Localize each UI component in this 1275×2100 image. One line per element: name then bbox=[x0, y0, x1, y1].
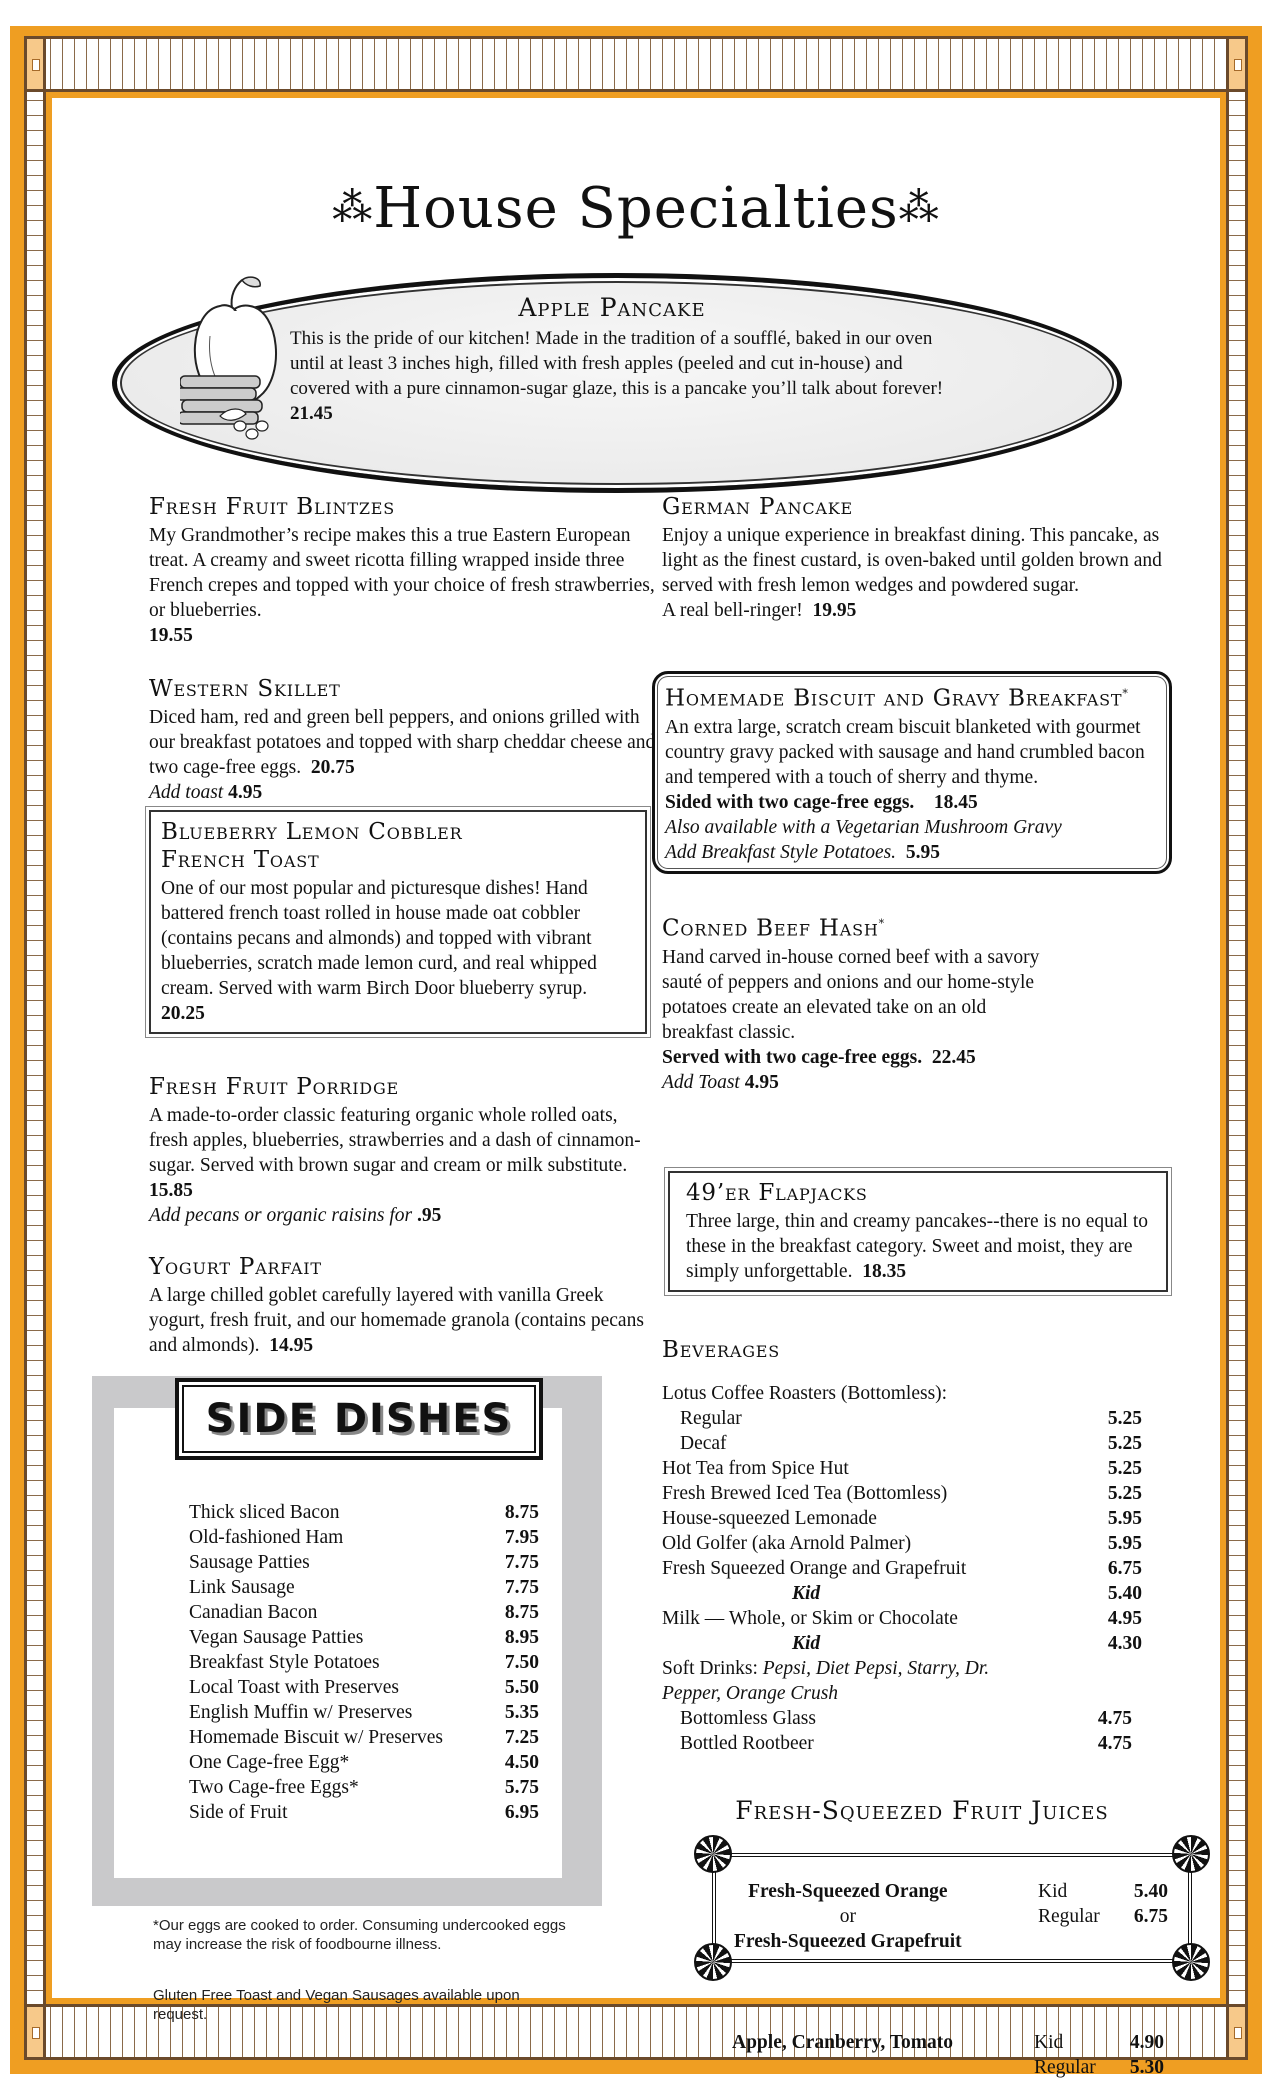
item-note: Also available with a Vegetarian Mushroom Gravy bbox=[665, 816, 1062, 838]
beverage-name: Hot Tea from Spice Hut bbox=[662, 1458, 849, 1479]
menu-item-western-skillet bbox=[149, 675, 659, 805]
beverage-name: Kid bbox=[792, 1583, 821, 1604]
side-dish-price: 5.75 bbox=[504, 1777, 539, 1798]
side-dish-row bbox=[189, 1800, 539, 1825]
item-price: 14.95 bbox=[269, 1335, 314, 1356]
featured-item-name: Apple Pancake bbox=[518, 293, 706, 322]
beverage-row bbox=[662, 1531, 1142, 1556]
menu-item-corned-beef-hash bbox=[662, 910, 1182, 1095]
beverage-price: 4.75 bbox=[1097, 1708, 1132, 1729]
item-name-text: Corned Beef Hash bbox=[662, 915, 879, 942]
item-addon bbox=[665, 840, 1159, 865]
beverage-row bbox=[662, 1506, 1142, 1531]
beverage-name: Kid bbox=[792, 1633, 821, 1654]
beverage-name: Fresh Squeezed Orange and Grapefruit bbox=[662, 1558, 967, 1579]
asterisk: * bbox=[878, 917, 885, 930]
item-description: Hand carved in-house corned beef with a savory sauté of peppers and onions and our home-style potatoes create an elevated take on an old breakfast classic. bbox=[662, 946, 1040, 1043]
item-description-text: Diced ham, red and green bell peppers, and onions grilled with our breakfast potatoes and topped with sharp cheddar cheese and two cage-free eggs. bbox=[149, 707, 656, 778]
item-price: 18.35 bbox=[862, 1261, 907, 1282]
flourish-left-icon: ⁂ bbox=[332, 185, 374, 231]
citrus-slice-icon bbox=[694, 1835, 732, 1873]
frame-top-band bbox=[24, 36, 1248, 92]
item-description: Enjoy a unique experience in breakfast dining. This pancake, as light as the finest custard, is oven-baked until golden brown and served with fresh lemon wedges and powdered sugar. bbox=[662, 525, 1162, 596]
item-description-text: Three large, thin and creamy pancakes--there is no equal to these in the breakfast category. Sweet and moist, they are simply unforgettable. bbox=[686, 1211, 1149, 1282]
size-price: 4.90 bbox=[1129, 2032, 1164, 2053]
size-price: 5.40 bbox=[1133, 1881, 1168, 1902]
side-dish-name: Thick sliced Bacon bbox=[189, 1502, 340, 1523]
addon-price: 4.95 bbox=[228, 782, 263, 803]
item-description: An extra large, scratch cream biscuit blanketed with gourmet country gravy packed with sausage and hand crumbled bacon and tempered with a touch of sherry and thyme. bbox=[665, 716, 1145, 788]
side-dish-name: Old-fashioned Ham bbox=[189, 1527, 344, 1548]
item-name: Fresh Fruit Porridge bbox=[149, 1074, 399, 1100]
beverage-name: Decaf bbox=[680, 1433, 727, 1454]
item-addon bbox=[149, 1203, 659, 1228]
addon-price: .95 bbox=[416, 1205, 442, 1226]
beverages-section bbox=[662, 1338, 1182, 1756]
beverage-name: Bottomless Glass bbox=[680, 1708, 816, 1729]
side-dish-row bbox=[189, 1725, 539, 1750]
item-description bbox=[686, 1209, 1156, 1284]
featured-item-description bbox=[290, 326, 950, 426]
item-price: 15.85 bbox=[149, 1180, 193, 1201]
beverage-price: 5.25 bbox=[1107, 1433, 1142, 1454]
menu-item-blueberry-french-toast bbox=[149, 810, 647, 1034]
citrus-slice-icon bbox=[1172, 1835, 1210, 1873]
addon-label: Add toast bbox=[149, 782, 224, 803]
beverage-name: Old Golfer (aka Arnold Palmer) bbox=[662, 1533, 912, 1554]
beverage-name: Milk — Whole, or Skim or Chocolate bbox=[662, 1608, 958, 1629]
beverage-price: 5.95 bbox=[1107, 1533, 1142, 1554]
beverage-row bbox=[662, 1556, 1142, 1581]
addon-price: 5.95 bbox=[905, 841, 940, 863]
menu-page bbox=[52, 98, 1220, 2078]
beverage-row bbox=[662, 1631, 1142, 1656]
side-dish-name: Link Sausage bbox=[189, 1577, 295, 1598]
side-dish-name: English Muffin w/ Preserves bbox=[189, 1702, 413, 1723]
addon-price: 4.95 bbox=[744, 1071, 779, 1093]
item-bold-line bbox=[665, 790, 1159, 815]
side-dish-row bbox=[189, 1750, 539, 1775]
featured-item-price: 21.45 bbox=[290, 403, 333, 424]
item-description-text: A large chilled goblet carefully layered with vanilla Greek yogurt, fresh fruit, and our homemade granola (contains pecans and almonds). bbox=[149, 1285, 644, 1356]
beverage-name: Bottled Rootbeer bbox=[680, 1733, 814, 1754]
side-dishes-title: SIDE DISHES bbox=[175, 1378, 543, 1460]
item-name: Yogurt Parfait bbox=[149, 1254, 322, 1280]
citrus-slice-icon bbox=[694, 1943, 732, 1981]
bold-line-text: Sided with two cage-free eggs. bbox=[665, 791, 915, 813]
juice-size-row bbox=[1038, 1904, 1168, 1929]
item-price: 22.45 bbox=[931, 1046, 976, 1068]
menu-item-blintzes bbox=[149, 493, 659, 648]
citrus-juice-prices bbox=[1038, 1879, 1168, 1929]
side-dish-row bbox=[189, 1550, 539, 1575]
side-dish-row bbox=[189, 1775, 539, 1800]
item-price: 18.45 bbox=[933, 791, 978, 813]
side-dish-row bbox=[189, 1575, 539, 1600]
stained-glass-corner-icon bbox=[24, 2004, 46, 2060]
beverage-price: 5.40 bbox=[1107, 1583, 1142, 1604]
juice-name-grapefruit: Fresh-Squeezed Grapefruit bbox=[734, 1931, 962, 1952]
side-dish-price: 8.75 bbox=[504, 1502, 539, 1523]
dietary-note: Gluten Free Toast and Vegan Sausages available upon request. bbox=[153, 1987, 520, 2023]
side-dish-row bbox=[189, 1700, 539, 1725]
item-name: Western Skillet bbox=[149, 676, 341, 702]
addon-label: Add Toast bbox=[662, 1071, 740, 1093]
frame-left-band bbox=[24, 88, 46, 2008]
citrus-juice-names bbox=[734, 1879, 962, 1954]
item-name bbox=[665, 680, 1159, 713]
item-description bbox=[149, 1103, 659, 1203]
menu-item-biscuit-gravy bbox=[652, 671, 1172, 874]
soft-drinks-line bbox=[662, 1656, 1002, 1706]
side-dish-price: 8.95 bbox=[504, 1627, 539, 1648]
beverage-row bbox=[662, 1406, 1142, 1431]
beverages-list bbox=[662, 1381, 1142, 1756]
side-dish-row bbox=[189, 1600, 539, 1625]
page-title-text: House Specialties bbox=[373, 176, 899, 241]
beverage-row bbox=[662, 1606, 1142, 1631]
menu-item-flapjacks bbox=[668, 1171, 1168, 1292]
juice-size-row bbox=[1034, 2055, 1164, 2080]
side-dish-price: 7.25 bbox=[504, 1727, 539, 1748]
side-dish-price: 7.50 bbox=[504, 1652, 539, 1673]
menu-item-fruit-porridge bbox=[149, 1073, 659, 1228]
item-description bbox=[149, 705, 659, 780]
other-juice-names: Apple, Cranberry, Tomato bbox=[732, 2032, 954, 2053]
side-dish-name: Two Cage-free Eggs* bbox=[189, 1777, 359, 1798]
item-name: 49’er Flapjacks bbox=[686, 1180, 868, 1206]
item-addon bbox=[662, 1070, 1182, 1095]
juice-size-row bbox=[1038, 1879, 1168, 1904]
apple-cinnamon-icon bbox=[180, 266, 300, 446]
size-label: Kid bbox=[1038, 1881, 1068, 1902]
citrus-slice-icon bbox=[1172, 1943, 1210, 1981]
decorative-frame bbox=[10, 26, 1262, 2078]
page-title bbox=[52, 176, 1220, 241]
beverage-row bbox=[662, 1481, 1142, 1506]
item-name bbox=[662, 910, 1182, 943]
side-dish-name: Canadian Bacon bbox=[189, 1602, 318, 1623]
menu-item-yogurt-parfait bbox=[149, 1253, 659, 1358]
beverage-name: Fresh Brewed Iced Tea (Bottomless) bbox=[662, 1483, 948, 1504]
side-dishes-list bbox=[189, 1500, 539, 1825]
bold-line-text: Served with two cage-free eggs. bbox=[662, 1046, 923, 1068]
beverage-price: 4.75 bbox=[1097, 1733, 1132, 1754]
beverages-title: Beverages bbox=[662, 1337, 781, 1363]
size-label: Regular bbox=[1038, 1906, 1100, 1927]
stained-glass-corner-icon bbox=[24, 36, 46, 92]
soft-drinks-label: Soft Drinks: bbox=[662, 1658, 758, 1679]
featured-description-text: This is the pride of our kitchen! Made in the tradition of a soufflé, baked in our oven until at least 3 inches high, filled with fresh apples (peeled and cut in-house) and covered with a pure cinnamon-sugar glaze, this is a pancake you’ll talk about forever! bbox=[290, 328, 944, 399]
juice-name-orange: Fresh-Squeezed Orange bbox=[748, 1881, 948, 1902]
juice-size-row bbox=[1034, 2030, 1164, 2055]
side-dish-price: 5.50 bbox=[504, 1677, 539, 1698]
item-name-text: Homemade Biscuit and Gravy Breakfast bbox=[665, 685, 1123, 712]
asterisk: * bbox=[1122, 687, 1129, 700]
item-name: Fresh Fruit Blintzes bbox=[149, 494, 395, 520]
side-dish-name: Vegan Sausage Patties bbox=[189, 1627, 364, 1648]
soft-drinks-list: Pepsi, Diet Pepsi, Starry, Dr. Pepper, Orange Crush bbox=[662, 1658, 990, 1704]
item-bold-line bbox=[662, 1045, 1182, 1070]
beverage-row bbox=[662, 1431, 1142, 1456]
tagline-text: A real bell-ringer! bbox=[662, 600, 803, 621]
eggs-warning-note: *Our eggs are cooked to order. Consuming undercooked eggs may increase the risk of foodbourne illness. bbox=[153, 1917, 566, 1953]
side-dish-name: Local Toast with Preserves bbox=[189, 1677, 400, 1698]
addon-label: Add pecans or organic raisins for bbox=[149, 1205, 413, 1226]
beverage-price: 5.25 bbox=[1107, 1483, 1142, 1504]
side-dish-row bbox=[189, 1625, 539, 1650]
menu-item-german-pancake bbox=[662, 493, 1182, 623]
beverage-row bbox=[662, 1731, 1132, 1756]
beverage-name: House-squeezed Lemonade bbox=[662, 1508, 877, 1529]
side-dish-price: 7.75 bbox=[504, 1577, 539, 1598]
flourish-right-icon: ⁂ bbox=[898, 185, 940, 231]
size-label: Kid bbox=[1034, 2032, 1064, 2053]
size-price: 6.75 bbox=[1133, 1906, 1168, 1927]
item-tagline bbox=[662, 598, 1182, 623]
item-description: My Grandmother’s recipe makes this a true Eastern European treat. A creamy and sweet ricotta filling wrapped inside three French crepes and topped with your choice of fresh strawberries, or blueberries. bbox=[149, 525, 655, 621]
item-price: 20.75 bbox=[310, 757, 355, 778]
juices-title: Fresh-Squeezed Fruit Juices bbox=[735, 1796, 1109, 1825]
beverage-row bbox=[662, 1581, 1142, 1606]
juice-or: or bbox=[839, 1906, 856, 1927]
side-dish-price: 6.95 bbox=[504, 1802, 539, 1823]
item-name: German Pancake bbox=[662, 494, 854, 520]
item-name: Blueberry Lemon Cobbler French Toast bbox=[161, 819, 463, 873]
beverage-price: 4.30 bbox=[1107, 1633, 1142, 1654]
side-dish-price: 7.75 bbox=[504, 1552, 539, 1573]
item-description-text: One of our most popular and picturesque dishes! Hand battered french toast rolled in house made oat cobbler (contains pecans and almonds) and topped with vibrant blueberries, scratch made lemon curd, and real whipped cream. Served with warm Birch Door blueberry syrup. bbox=[161, 878, 597, 999]
side-dish-name: Homemade Biscuit w/ Preserves bbox=[189, 1727, 443, 1748]
side-dish-price: 8.75 bbox=[504, 1602, 539, 1623]
citrus-juice-box bbox=[712, 1853, 1192, 1963]
side-dish-name: Sausage Patties bbox=[189, 1552, 310, 1573]
side-dish-name: One Cage-free Egg* bbox=[189, 1752, 350, 1773]
size-label: Regular bbox=[1034, 2057, 1096, 2078]
side-dish-name: Side of Fruit bbox=[189, 1802, 288, 1823]
side-dish-price: 5.35 bbox=[504, 1702, 539, 1723]
stained-glass-corner-icon bbox=[1226, 2004, 1248, 2060]
item-price: 20.25 bbox=[161, 1003, 205, 1024]
beverage-name: Regular bbox=[680, 1408, 742, 1429]
side-dish-row bbox=[189, 1650, 539, 1675]
item-price: 19.55 bbox=[149, 625, 193, 646]
size-price: 5.30 bbox=[1129, 2057, 1164, 2078]
beverage-row bbox=[662, 1706, 1132, 1731]
side-dish-row bbox=[189, 1500, 539, 1525]
beverage-row bbox=[662, 1456, 1142, 1481]
side-dish-price: 4.50 bbox=[504, 1752, 539, 1773]
beverage-price: 4.95 bbox=[1107, 1608, 1142, 1629]
item-description bbox=[149, 1283, 659, 1358]
beverage-price: 5.25 bbox=[1107, 1408, 1142, 1429]
beverage-price: 6.75 bbox=[1107, 1558, 1142, 1579]
coffee-header: Lotus Coffee Roasters (Bottomless): bbox=[662, 1383, 948, 1404]
side-dish-row bbox=[189, 1525, 539, 1550]
beverage-price: 5.95 bbox=[1107, 1508, 1142, 1529]
item-description bbox=[161, 876, 635, 1026]
addon-label: Add Breakfast Style Potatoes. bbox=[665, 841, 897, 863]
side-dish-price: 7.95 bbox=[504, 1527, 539, 1548]
item-price: 19.95 bbox=[812, 600, 857, 621]
side-dish-row bbox=[189, 1675, 539, 1700]
frame-right-band bbox=[1226, 88, 1248, 2008]
side-dish-name: Breakfast Style Potatoes bbox=[189, 1652, 380, 1673]
item-addon bbox=[149, 780, 659, 805]
stained-glass-corner-icon bbox=[1226, 36, 1248, 92]
beverage-price: 5.25 bbox=[1107, 1458, 1142, 1479]
item-description-text: A made-to-order classic featuring organic whole rolled oats, fresh apples, blueberries, strawberries and a dash of cinnamon-sugar. Served with brown sugar and cream or milk substitute. bbox=[149, 1105, 641, 1176]
other-juice-prices bbox=[1034, 2030, 1164, 2080]
